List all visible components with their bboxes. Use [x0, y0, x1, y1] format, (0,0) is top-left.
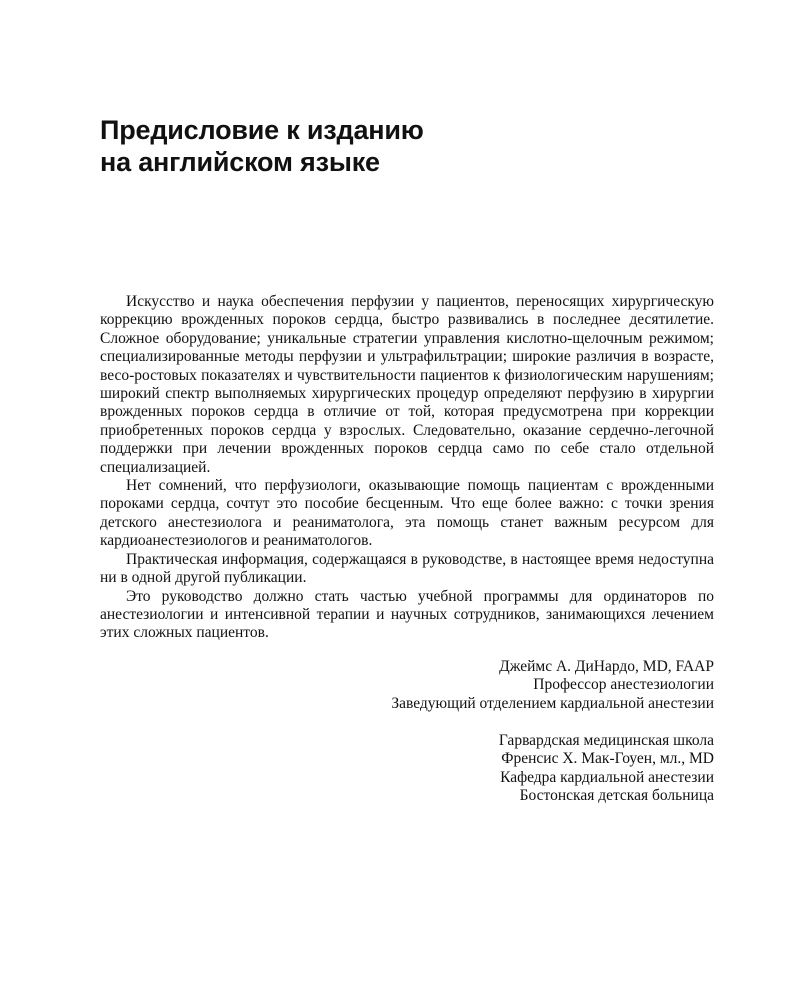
- signature-2-hospital: Бостонская детская больница: [519, 787, 714, 805]
- title-line-1: Предисловие к изданию: [100, 115, 424, 145]
- preface-body: [100, 293, 714, 643]
- title-line-2: на английском языке: [100, 147, 380, 177]
- signature-2-name: Френсис Х. Мак-Гоуен, мл., MD: [501, 750, 714, 768]
- paragraph-4: Это руководство должно стать частью учебной программы для ординаторов по анестезиологии и интенсивной терапии и научных сотрудников, занимающихся лечением этих сложных пациентов.: [100, 587, 714, 642]
- paragraph-3: Практическая информация, содержащаяся в руководстве, в настоящее время недоступна ни в одной другой публикации.: [100, 550, 714, 587]
- paragraph-2: Нет сомнений, что перфузиологи, оказывающие помощь пациентам с врожденными пороками сердца, сочтут это пособие бесценным. Что еще более важно: с точки зрения детского анестезиолога и реаниматолога, эта помощь станет важным ресурсом для кардиоанестезиологов и реаниматологов.: [100, 477, 714, 550]
- signature-2-school: Гарвардская медицинская школа: [498, 732, 714, 749]
- signature-1-department: Заведующий отделением кардиальной анестезии: [391, 694, 714, 712]
- page-title: [100, 114, 720, 178]
- signature-2-department: Кафедра кардиальной анестезии: [500, 768, 714, 786]
- signature-1-position: Профессор анестезиологии: [533, 676, 714, 694]
- signature-block-1: [234, 658, 714, 713]
- signature-block-2: [234, 732, 714, 806]
- signature-1-name: Джеймс А. ДиНардо, MD, FAAP: [499, 658, 714, 675]
- paragraph-1: Искусство и наука обеспечения перфузии у пациентов, переносящих хирургическую коррекцию врожденных пороков сердца, быстро развивались в последнее десятилетие. Сложное оборудование; уникальные стратегии управления кислотно-щелочным режимом; специализированные методы перфузии и ультрафильтрации; широкие различия в возрасте, весо-ростовых показателях и чувствительности пациентов к физиологическим нарушениям; широкий спектр выполняемых хирургических процедур определяют перфузию в хирургии врожденных пороков сердца в отличие от той, которая предусмотрена при коррекции приобретенных пороков сердца у взрослых. Следовательно, оказание сердечно-легочной поддержки при лечении врожденных пороков сердца само по себе стало отдельной специализацией.: [100, 293, 714, 476]
